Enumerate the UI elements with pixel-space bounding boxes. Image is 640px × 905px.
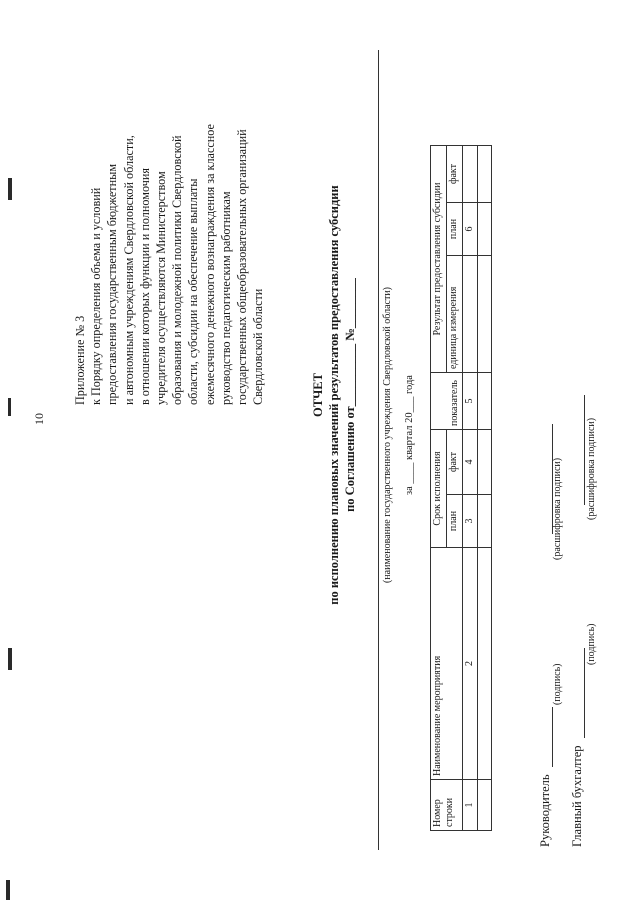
title-line-2: по исполнению плановых значений результатов предоставления субсидии — [327, 185, 341, 605]
empty-cell — [478, 203, 492, 256]
col-number: 2 — [463, 548, 478, 780]
head-decoding-caption: (расшифровка подписи) — [552, 457, 563, 560]
report-table — [430, 145, 492, 831]
header-plan: план — [447, 495, 463, 548]
appendix-block — [72, 15, 266, 405]
head-label: Руководитель — [538, 774, 552, 847]
empty-cell — [478, 495, 492, 548]
header-deadline: Срок исполнения — [431, 430, 447, 548]
accountant-decoding-caption: (расшифровка подписи) — [586, 417, 597, 520]
header-event-name: Наименование мероприятия — [431, 548, 463, 780]
accountant-signature-caption: (подпись) — [586, 623, 597, 665]
header-row-number: Номер строки — [431, 780, 463, 831]
appendix-line: Приложение № 3 — [73, 315, 87, 405]
appendix-line: в отношении которых функции и полномочия — [137, 168, 152, 405]
header-indicator: показатель — [431, 373, 463, 430]
header-fact: факт — [447, 430, 463, 495]
col-number — [463, 146, 478, 203]
empty-cell — [478, 256, 492, 373]
appendix-line: образования и молодежной политики Свердловской — [170, 135, 185, 405]
appendix-line: и автономным учреждениям Свердловской области, — [121, 135, 136, 405]
accountant-signature-line — [572, 648, 585, 738]
title-line-1: ОТЧЕТ — [311, 373, 325, 417]
col-number: 4 — [463, 430, 478, 495]
head-signature-line — [540, 707, 553, 767]
report-title — [310, 185, 358, 605]
col-number: 3 — [463, 495, 478, 548]
header-result: Результат предоставления субсидии — [431, 146, 447, 373]
institution-line — [378, 50, 379, 850]
head-signature-row — [538, 424, 553, 847]
empty-cell — [478, 548, 492, 780]
appendix-line: ежемесячного денежного вознаграждения за классное — [202, 124, 217, 405]
appendix-line: области, субсидии на обеспечение выплаты — [186, 178, 201, 405]
col-number: 5 — [463, 373, 478, 430]
header-result-fact: факт — [447, 146, 463, 203]
appendix-line: государственных общеобразовательных организаций — [235, 129, 250, 405]
header-result-plan: план — [447, 203, 463, 256]
appendix-line: учредителя осуществляются Министерством — [154, 171, 169, 405]
page-number: 10 — [32, 413, 46, 425]
head-signature-caption: (подпись) — [552, 663, 563, 705]
accountant-decoding-line — [572, 395, 585, 505]
appendix-line: предоставления государственным бюджетным — [105, 163, 120, 405]
col-number: 1 — [463, 780, 478, 831]
empty-cell — [478, 430, 492, 495]
empty-cell — [478, 146, 492, 203]
col-number — [463, 256, 478, 373]
empty-cell — [478, 780, 492, 831]
period-text: за ____ квартал 20___ года — [404, 375, 415, 495]
appendix-line: руководство педагогическим работникам — [218, 191, 233, 405]
institution-caption: (наименование государственного учреждения Свердловской области) — [382, 287, 393, 584]
title-line-3: по Соглашению от__________ №________ — [343, 278, 357, 512]
appendix-line: к Порядку определения объема и условий — [89, 187, 104, 405]
appendix-line: Свердловской области — [251, 288, 266, 405]
col-number: 6 — [463, 203, 478, 256]
header-unit: единица измерения — [447, 256, 463, 373]
accountant-signature-row — [570, 395, 585, 847]
empty-cell — [478, 373, 492, 430]
accountant-label: Главный бухгалтер — [570, 745, 584, 847]
